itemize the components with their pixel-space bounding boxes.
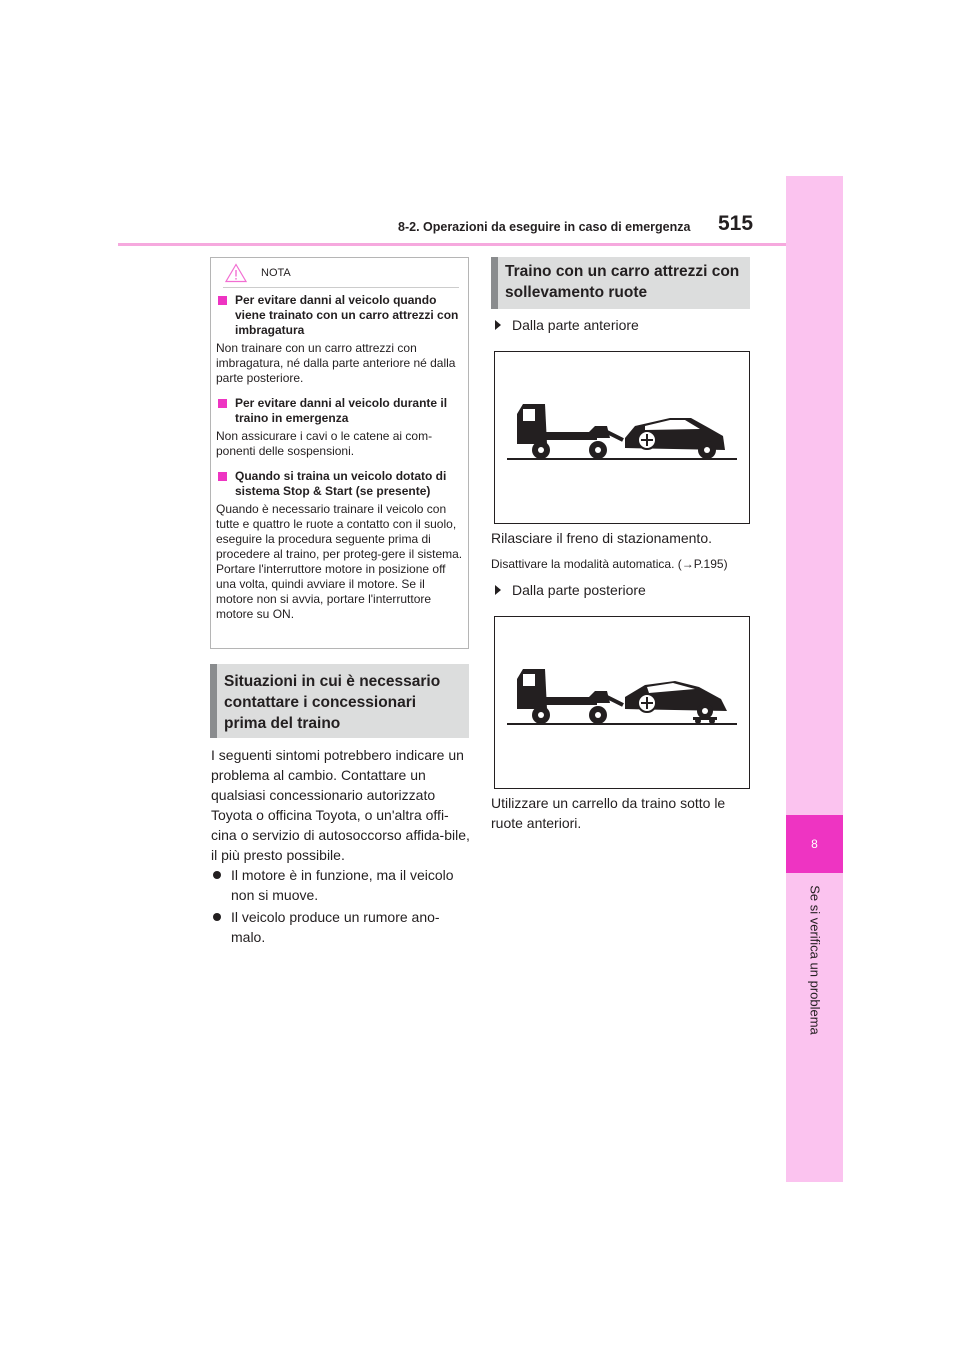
rear-label-text: Dalla parte posteriore bbox=[512, 582, 646, 598]
triangle-bullet-icon bbox=[495, 320, 501, 330]
nota-item-heading: Quando si traina un veicolo dotato di sistema Stop & Start (se presente) bbox=[235, 469, 447, 498]
front-label-text: Dalla parte anteriore bbox=[512, 317, 639, 333]
section-title: Traino con un carro attrezzi con sollevamento ruote bbox=[505, 263, 740, 301]
front-instruction: Rilasciare il freno di stazionamento. bbox=[491, 530, 712, 546]
nota-body bbox=[216, 293, 464, 632]
nota-box bbox=[210, 257, 469, 649]
pink-square-bullet-icon bbox=[218, 472, 227, 481]
pink-square-bullet-icon bbox=[218, 296, 227, 305]
chapter-number-tab bbox=[786, 815, 843, 873]
bullet-dot-icon bbox=[213, 913, 221, 921]
chapter-title: Se si verifica un problema bbox=[807, 885, 822, 1035]
figure-tow-rear bbox=[494, 616, 750, 789]
nota-header bbox=[211, 258, 468, 286]
nota-item-text: Non assicurare i cavi o le catene ai com-ponenti delle sospensioni. bbox=[216, 429, 433, 458]
triangle-bullet-icon bbox=[495, 585, 501, 595]
list-item-text: Il motore è in funzione, ma il veicolo non si muove. bbox=[231, 867, 454, 903]
pink-square-bullet-icon bbox=[218, 399, 227, 408]
rear-instruction: Utilizzare un carrello da traino sotto le ruote anteriori. bbox=[491, 795, 726, 831]
nota-title: NOTA bbox=[261, 267, 291, 279]
list-item bbox=[211, 865, 473, 905]
nota-item bbox=[216, 469, 464, 622]
figure-tow-front bbox=[494, 351, 750, 524]
front-note bbox=[491, 556, 761, 572]
front-note-suffix: ) bbox=[723, 557, 728, 571]
page-number: 515 bbox=[718, 212, 754, 235]
section-heading-situations bbox=[210, 664, 469, 738]
nota-item-text: Non trainare con un carro attrezzi con imbragatura, né dalla parte anteriore né dalla parte posteriore. bbox=[216, 341, 456, 385]
nota-divider bbox=[223, 287, 459, 288]
running-header: 8-2. Operazioni da eseguire in caso di emergenza bbox=[398, 220, 691, 234]
nota-item-heading: Per evitare danni al veicolo quando viene trainato con un carro attrezzi con imbragatura bbox=[235, 293, 459, 337]
arrow-right-icon: → bbox=[681, 557, 694, 571]
front-note-prefix: Disattivare la modalità automatica. ( bbox=[491, 557, 682, 571]
header-rule bbox=[118, 243, 786, 246]
nota-item-text: Quando è necessario trainare il veicolo con tutte e quattro le ruote a contatto con il suolo, eseguire la procedura seguente prima di procedere al traino, per proteg-gere il sistema. Portare l'interruttore motore in posizione off una volta, quindi avviare il motore. Se il motore non si avvia, portare l'interruttore motore su ON. bbox=[216, 502, 463, 621]
section-title: Situazioni in cui è necessario contattare i concessionari prima del traino bbox=[224, 673, 441, 732]
tow-truck-rear-illustration bbox=[495, 617, 749, 788]
front-label bbox=[491, 315, 750, 335]
nota-item-heading: Per evitare danni al veicolo durante il traino in emergenza bbox=[235, 396, 448, 425]
section-heading-wheel-lift bbox=[491, 257, 750, 309]
rear-label bbox=[491, 580, 750, 600]
page-reference-link[interactable]: P.195 bbox=[693, 557, 724, 571]
chapter-number: 8 bbox=[811, 837, 818, 851]
nota-item bbox=[216, 293, 464, 386]
list-item-text: Il veicolo produce un rumore ano-malo. bbox=[231, 909, 440, 945]
chapter-title-tab bbox=[786, 880, 843, 1040]
tow-truck-front-illustration bbox=[495, 352, 749, 523]
warning-triangle-icon bbox=[225, 263, 247, 283]
nota-item bbox=[216, 396, 464, 459]
bullet-dot-icon bbox=[213, 871, 221, 879]
situations-paragraph: I seguenti sintomi potrebbero indicare un problema al cambio. Contattare un qualsiasi concessionario autorizzato Toyota o officina Toyota, o un'altra offi-cina o servizio di autosoccorso affida-bile, il più presto possibile. bbox=[211, 747, 470, 863]
list-item bbox=[211, 907, 473, 947]
